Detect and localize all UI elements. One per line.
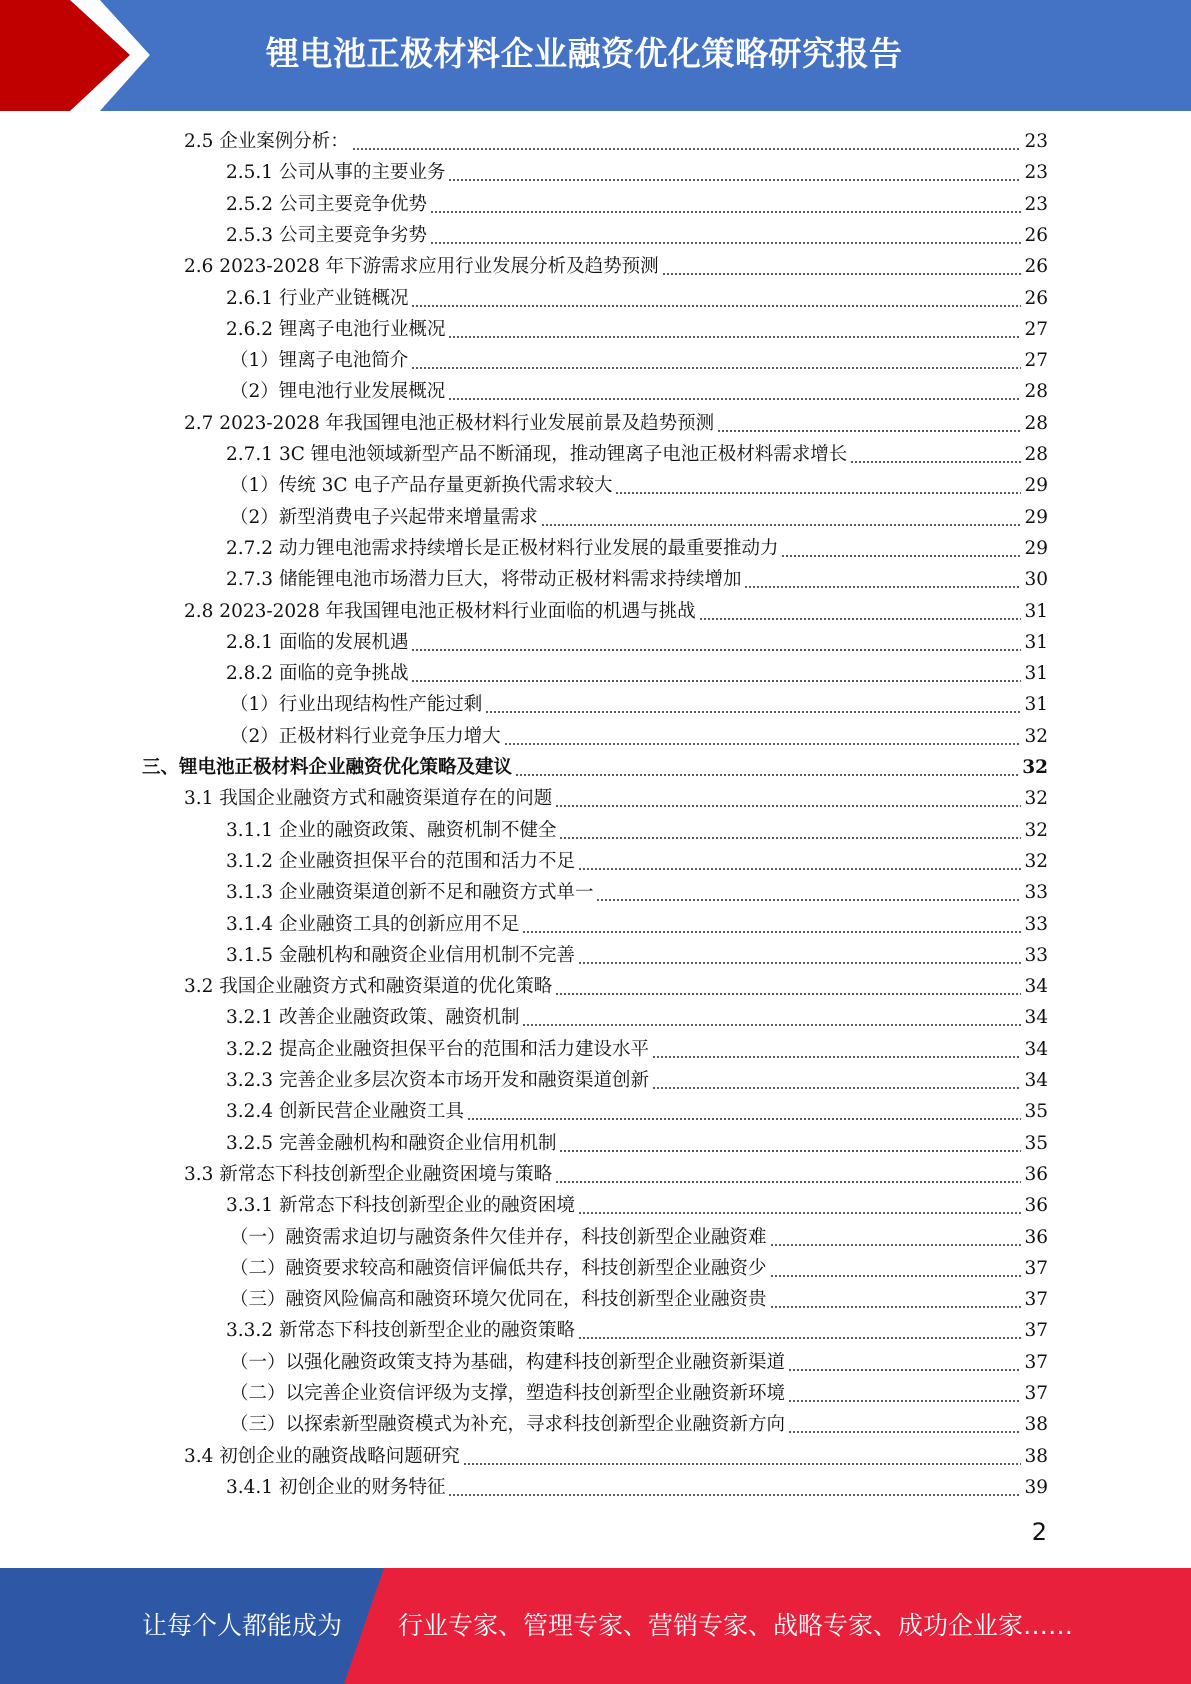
toc-entry-page: 37 [1024,1257,1048,1279]
toc-entry[interactable] [226,877,1048,908]
toc-entry-title: 2.7.1 3C 锂电池领域新型产品不断涌现，推动锂离子电池正极材料需求增长 [226,444,848,465]
toc-entry[interactable] [226,1096,1048,1127]
toc-entry[interactable] [226,314,1048,345]
toc-entry[interactable] [184,1159,1048,1190]
toc-entry[interactable] [226,658,1048,689]
toc-entry[interactable] [184,408,1048,439]
toc-entry-page: 34 [1024,1038,1048,1060]
toc-entry-title: （1）行业出现结构性产能过剩 [230,694,483,716]
toc-entry-title: （2）正极材料行业竞争压力增大 [230,725,501,747]
toc-entry[interactable] [226,283,1048,314]
toc-entry[interactable] [226,1472,1048,1503]
toc-entry-title: 2.8.2 面临的竞争挑战 [226,663,409,685]
toc-entry[interactable] [226,1128,1048,1159]
toc-entry[interactable] [184,596,1048,627]
toc-entry-title: （2）锂电池行业发展概况 [230,381,446,403]
toc-entry-title: （2）新型消费电子兴起带来增量需求 [230,506,538,528]
toc-entry[interactable] [226,1002,1048,1033]
toc-entry[interactable] [226,157,1048,188]
toc-entry[interactable] [230,1284,1048,1315]
toc-dot-leader [596,899,1021,901]
toc-entry-title: 2.5.1 公司从事的主要业务 [226,162,446,184]
toc-entry-title: （三）融资风险偏高和融资环境欠优同在，科技创新型企业融资贵 [230,1289,767,1311]
toc-entry-page: 31 [1024,694,1048,716]
toc-entry-page: 32 [1022,757,1048,778]
toc-entry[interactable] [226,533,1048,564]
toc-entry-page: 33 [1024,944,1048,966]
toc-dot-leader [515,774,1019,776]
toc-dot-leader [555,805,1021,807]
toc-entry-page: 32 [1024,788,1048,810]
toc-entry-page: 28 [1024,412,1048,434]
toc-dot-leader [522,1024,1021,1026]
toc-entry-title: （二）融资要求较高和融资信评偏低共存，科技创新型企业融资少 [230,1257,767,1279]
toc-entry-title: 3.1.4 企业融资工具的创新应用不足 [226,913,520,935]
toc-entry[interactable] [226,220,1048,251]
toc-entry-title: 2.5.3 公司主要竞争劣势 [226,224,427,246]
toc-dot-leader [652,1087,1021,1089]
toc-entry[interactable] [230,1409,1048,1440]
toc-entry[interactable] [226,1065,1048,1096]
toc-dot-leader [504,743,1022,745]
toc-entry[interactable] [230,1378,1048,1409]
toc-dot-leader [559,837,1021,839]
toc-entry-title: 2.6.1 行业产业链概况 [226,287,409,309]
toc-dot-leader [652,1056,1021,1058]
toc-entry-title: 三、锂电池正极材料企业融资优化策略及建议 [142,757,513,778]
toc-entry[interactable] [226,846,1048,877]
toc-entry-title: 2.5.2 公司主要竞争优势 [226,193,427,215]
toc-entry[interactable] [184,971,1048,1002]
toc-entry-page: 38 [1024,1445,1048,1467]
toc-entry-page: 28 [1024,444,1048,465]
toc-dot-leader [541,524,1022,526]
toc-dot-leader [578,1212,1021,1214]
toc-entry-title: 2.7 2023-2028 年我国锂电池正极材料行业发展前景及趋势预测 [184,412,715,434]
toc-dot-leader [411,305,1021,307]
toc-entry-page: 36 [1024,1226,1048,1248]
toc-dot-leader [578,962,1021,964]
toc-entry-page: 29 [1024,475,1048,497]
toc-entry[interactable] [226,1034,1048,1065]
toc-entry-page: 31 [1024,631,1048,653]
toc-entry-title: 2.5 企业案例分析： [184,131,349,152]
toc-entry-page: 32 [1024,819,1048,841]
toc-entry[interactable] [226,815,1048,846]
toc-entry-title: 3.1.1 企业的融资政策、融资机制不健全 [226,819,557,841]
toc-entry-title: 3.2.4 创新民营企业融资工具 [226,1101,464,1123]
toc-entry-title: （1）传统 3C 电子产品存量更新换代需求较大 [230,475,613,497]
toc-entry-title: 2.7.3 储能锂电池市场潜力巨大，将带动正极材料需求持续增加 [226,569,742,591]
toc-entry-page: 34 [1024,976,1048,998]
footer-slogan-left: 让每个人都能成为 [142,1611,343,1640]
toc-entry[interactable] [226,627,1048,658]
toc-entry-title: 3.1.2 企业融资担保平台的范围和活力不足 [226,850,575,872]
toc-dot-leader [770,1275,1022,1277]
toc-dot-leader [770,1244,1022,1246]
toc-entry-page: 35 [1024,1132,1048,1154]
chevron-arrow-icon [0,0,150,111]
toc-entry-page: 23 [1024,131,1048,152]
footer-slogan-right: 行业专家、管理专家、营销专家、战略专家、成功企业家…… [398,1611,1074,1640]
toc-entry[interactable] [184,126,1048,157]
page-number: 2 [1031,1518,1047,1546]
toc-entry-title: 3.2.3 完善企业多层次资本市场开发和融资渠道创新 [226,1070,649,1091]
toc-dot-leader [430,242,1021,244]
toc-entry-page: 36 [1024,1163,1048,1185]
toc-dot-leader [411,680,1021,682]
toc-entry-title: （1）锂离子电池简介 [230,350,409,372]
toc-dot-leader [430,211,1021,213]
page-footer [0,1568,1191,1684]
toc-dot-leader [448,1494,1021,1496]
toc-dot-leader [699,618,1022,620]
toc-dot-leader [770,1306,1022,1308]
toc-entry-page: 35 [1024,1101,1048,1123]
toc-entry[interactable] [226,909,1048,940]
toc-entry-page: 27 [1024,318,1048,340]
toc-entry-title: 3.3.1 新常态下科技创新型企业的融资困境 [226,1195,575,1217]
toc-dot-leader [559,1150,1021,1152]
toc-entry-page: 26 [1024,256,1048,278]
toc-dot-leader [717,430,1021,432]
toc-dot-leader [448,179,1021,181]
toc-entry-page: 23 [1024,193,1048,215]
toc-entry-page: 34 [1024,1007,1048,1029]
page-header [0,0,1191,111]
toc-dot-leader [448,398,1021,400]
toc-dot-leader [522,931,1021,933]
toc-entry[interactable] [226,189,1048,220]
toc-entry[interactable] [230,721,1048,752]
toc-entry[interactable] [142,752,1048,783]
toc-entry-title: 3.1.5 金融机构和融资企业信用机制不完善 [226,944,575,966]
toc-dot-leader [850,461,1021,463]
toc-entry-page: 29 [1024,537,1048,559]
toc-entry-page: 37 [1024,1383,1048,1404]
toc-entry-title: 2.7.2 动力锂电池需求持续增长是正极材料行业发展的最重要推动力 [226,537,779,559]
toc-entry-page: 38 [1024,1414,1048,1436]
toc-entry[interactable] [230,502,1048,533]
toc-entry-page: 27 [1024,350,1048,372]
toc-dot-leader [411,367,1021,369]
toc-dot-leader [555,1181,1021,1183]
toc-entry-page: 37 [1024,1320,1048,1342]
toc-dot-leader [578,868,1021,870]
toc-entry-page: 23 [1024,162,1048,184]
toc-dot-leader [744,586,1021,588]
toc-dot-leader [615,492,1021,494]
toc-entry-page: 30 [1024,569,1048,591]
toc-dot-leader [485,711,1021,713]
toc-entry-title: （三）以探索新型融资模式为补充，寻求科技创新型企业融资新方向 [230,1414,786,1436]
toc-entry-page: 32 [1024,725,1048,747]
toc-entry[interactable] [226,564,1048,595]
toc-dot-leader [578,1337,1021,1339]
toc-entry[interactable] [230,1253,1048,1284]
toc-entry-title: 3.1 我国企业融资方式和融资渠道存在的问题 [184,788,553,810]
toc-dot-leader [788,1369,1021,1371]
toc-entry-page: 33 [1024,882,1048,904]
toc-dot-leader [352,148,1022,150]
toc-entry-page: 37 [1024,1351,1048,1373]
toc-entry[interactable] [184,251,1048,282]
toc-entry-title: 2.8.1 面临的发展机遇 [226,631,409,653]
toc-entry-page: 33 [1024,913,1048,935]
toc-dot-leader [788,1400,1021,1402]
toc-entry-title: 3.2.5 完善金融机构和融资企业信用机制 [226,1132,557,1154]
toc-dot-leader [448,336,1021,338]
toc-entry-title: 3.3 新常态下科技创新型企业融资困境与策略 [184,1163,553,1185]
toc-entry[interactable] [184,783,1048,814]
toc-entry-title: 3.4.1 初创企业的财务特征 [226,1476,446,1498]
toc-entry-title: 2.6 2023-2028 年下游需求应用行业发展分析及趋势预测 [184,256,659,278]
toc-entry-title: 3.2 我国企业融资方式和融资渠道的优化策略 [184,976,553,998]
toc-entry-page: 26 [1024,287,1048,309]
toc-entry-page: 34 [1024,1070,1048,1091]
toc-entry-page: 26 [1024,224,1048,246]
report-title: 锂电池正极材料企业融资优化策略研究报告 [266,34,903,73]
toc-entry-title: 3.1.3 企业融资渠道创新不足和融资方式单一 [226,882,594,904]
toc-entry-title: 2.8 2023-2028 年我国锂电池正极材料行业面临的机遇与挑战 [184,600,696,622]
toc-entry[interactable] [230,345,1048,376]
toc-entry-title: 3.4 初创企业的融资战略问题研究 [184,1445,460,1467]
toc-entry-page: 29 [1024,506,1048,528]
toc-entry-page: 32 [1024,850,1048,872]
toc-entry-title: （一）以强化融资政策支持为基础，构建科技创新型企业融资新渠道 [230,1351,786,1373]
toc-entry-page: 36 [1024,1195,1048,1217]
toc-dot-leader [662,273,1022,275]
toc-dot-leader [781,555,1021,557]
toc-dot-leader [411,649,1021,651]
toc-entry[interactable] [226,1315,1048,1346]
toc-entry[interactable] [230,689,1048,720]
toc-dot-leader [788,1431,1021,1433]
toc-entry[interactable] [184,1441,1048,1472]
toc-entry-title: （二）以完善企业资信评级为支撑，塑造科技创新型企业融资新环境 [230,1383,786,1404]
toc-entry[interactable] [230,1347,1048,1378]
toc-dot-leader [467,1118,1021,1120]
toc-entry-title: （一）融资需求迫切与融资条件欠佳并存，科技创新型企业融资难 [230,1226,767,1248]
toc-dot-leader [463,1463,1022,1465]
toc-entry-title: 3.2.1 改善企业融资政策、融资机制 [226,1007,520,1029]
toc-entry[interactable] [226,1190,1048,1221]
toc-entry-page: 37 [1024,1289,1048,1311]
toc-entry[interactable] [230,470,1048,501]
toc-entry-title: 3.3.2 新常态下科技创新型企业的融资策略 [226,1320,575,1342]
toc-entry[interactable] [226,439,1048,470]
toc-entry[interactable] [226,940,1048,971]
toc-entry-page: 28 [1024,381,1048,403]
toc-entry-title: 3.2.2 提高企业融资担保平台的范围和活力建设水平 [226,1038,649,1060]
toc-entry[interactable] [230,376,1048,407]
toc-entry-page: 31 [1024,600,1048,622]
toc-dot-leader [555,993,1021,995]
toc-entry[interactable] [230,1222,1048,1253]
toc-entry-page: 39 [1024,1476,1048,1498]
toc-entry-title: 2.6.2 锂离子电池行业概况 [226,318,446,340]
toc-entry-page: 31 [1024,663,1048,685]
